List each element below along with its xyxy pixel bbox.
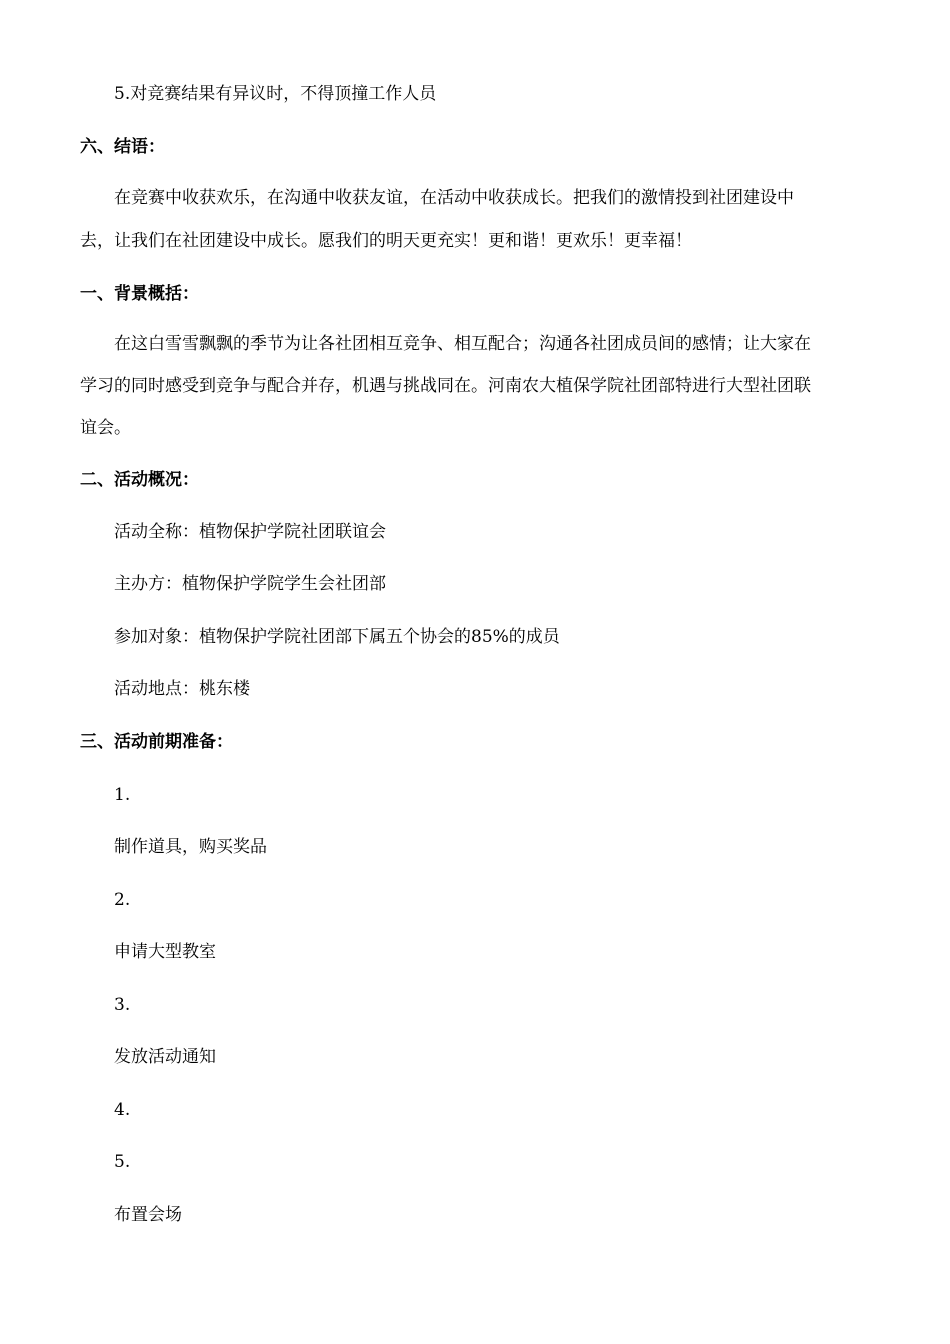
prep-number-3: 3. <box>114 995 131 1015</box>
prep-number-1: 1. <box>114 785 131 805</box>
prep-item-1: 制作道具，购买奖品 <box>114 837 267 857</box>
prep-number-4: 4. <box>114 1100 131 1120</box>
section-heading-conclusion: 六、结语： <box>80 137 165 157</box>
background-paragraph-line-2: 学习的同时感受到竞争与配合并存，机遇与挑战同在。河南农大植保学院社团部特进行大型社团联 <box>80 376 811 396</box>
prep-number-2: 2. <box>114 890 131 910</box>
conclusion-paragraph-line-2: 去，让我们在社团建设中成长。愿我们的明天更充实！更和谐！更欢乐！更幸福！ <box>80 231 692 251</box>
prep-item-2: 申请大型教室 <box>114 942 216 962</box>
activity-participants: 参加对象：植物保护学院社团部下属五个协会的85%的成员 <box>114 627 560 647</box>
background-paragraph-line-3: 谊会。 <box>80 418 131 438</box>
rule-item-5: 5.对竞赛结果有异议时，不得顶撞工作人员 <box>114 84 437 104</box>
section-heading-overview: 二、活动概况： <box>80 470 199 490</box>
section-heading-preparation: 三、活动前期准备： <box>80 732 233 752</box>
conclusion-paragraph-line-1: 在竞赛中收获欢乐，在沟通中收获友谊，在活动中收获成长。把我们的激情投到社团建设中 <box>114 188 794 208</box>
background-paragraph-line-1: 在这白雪雪飘飘的季节为让各社团相互竞争、相互配合；沟通各社团成员间的感情；让大家在 <box>114 334 811 354</box>
prep-number-5: 5. <box>114 1152 131 1172</box>
section-heading-background: 一、背景概括： <box>80 284 199 304</box>
activity-venue: 活动地点：桃东楼 <box>114 679 250 699</box>
activity-host: 主办方：植物保护学院学生会社团部 <box>114 574 386 594</box>
prep-item-5: 布置会场 <box>114 1205 182 1225</box>
activity-name: 活动全称：植物保护学院社团联谊会 <box>114 522 386 542</box>
prep-item-3: 发放活动通知 <box>114 1047 216 1067</box>
